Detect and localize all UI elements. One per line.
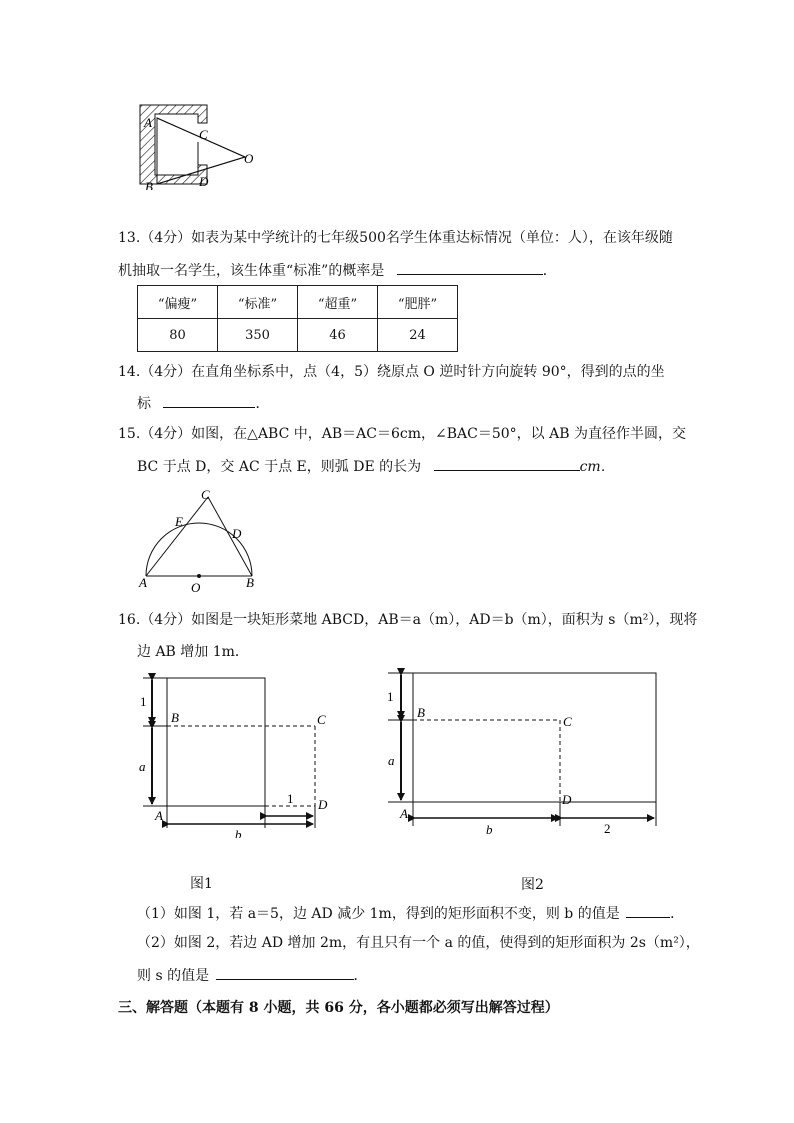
q14-line2: [137, 393, 269, 413]
label-B: B: [417, 705, 425, 720]
label-a: a: [388, 753, 395, 768]
label-D: D: [318, 797, 328, 812]
figure-2: [380, 668, 670, 838]
table-row: [138, 286, 458, 319]
section-3-heading: 三、解答题（本题有 8 小题，共 66 分，各小题都必须写出解答过程）: [118, 1000, 559, 1016]
figure-1-caption: 图1: [190, 876, 213, 892]
q16-sub3: [137, 965, 368, 985]
label-O: O: [191, 580, 201, 595]
q13-end: ．: [542, 263, 557, 279]
label-1: 1: [387, 689, 394, 704]
q13-text: 机抽取一名学生，该生体重“标准”的概率是: [118, 263, 385, 279]
label-C: C: [201, 487, 210, 502]
q16-sub1-blank[interactable]: [626, 903, 670, 918]
label-C: C: [199, 127, 208, 142]
q13-line2: [118, 260, 557, 280]
label-C: C: [317, 712, 326, 727]
label-1: 1: [140, 694, 147, 709]
figure-wedge: [130, 100, 260, 190]
header-cell: “偏瘦”: [138, 286, 218, 319]
q13-line1: 13.（4分）如表为某中学统计的七年级500名学生体重达标情况（单位：人），在该年级随: [118, 230, 673, 246]
q13-answer-blank[interactable]: [397, 260, 543, 275]
value-cell: 24: [378, 319, 458, 352]
q16-line2: 边 AB 增加 1m．: [137, 644, 249, 660]
q16-sub1-text: （1）如图 1，若 a＝5，边 AD 减少 1m，得到的矩形面积不变，则 b 的值是: [137, 906, 620, 922]
header-cell: “标准”: [218, 286, 298, 319]
header-cell: “肥胖”: [378, 286, 458, 319]
q16-sub3-text: 则 s 的值是: [137, 968, 210, 984]
label-b: b: [235, 827, 242, 838]
q16-sub3-end: ．: [353, 968, 368, 984]
q15-text: BC 于点 D，交 AC 于点 E，则弧 DE 的长为: [137, 459, 422, 475]
q15-line2: [137, 456, 615, 476]
q16-sub2: （2）如图 2，若边 AD 增加 2m，有且只有一个 a 的值，使得到的矩形面积为 2s（m²），: [137, 935, 700, 951]
label-C: C: [563, 714, 572, 729]
label-D: D: [199, 174, 209, 189]
label-D: D: [562, 792, 572, 807]
q14-end: ．: [255, 396, 270, 412]
q15-answer-blank[interactable]: [434, 456, 580, 471]
label-D: D: [232, 526, 242, 541]
q15-line1: 15.（4分）如图，在△ABC 中，AB＝AC＝6cm，∠BAC＝50°，以 AB 为直径作半圆，交: [118, 426, 686, 442]
figure-semicircle: [136, 486, 266, 596]
label-b: b: [486, 822, 493, 837]
label-a: a: [139, 759, 146, 774]
value-cell: 350: [218, 319, 298, 352]
label-B: B: [246, 575, 254, 590]
q16-sub1-end: ．: [670, 906, 685, 922]
value-cell: 46: [298, 319, 378, 352]
label-2: 2: [604, 821, 611, 836]
figure-1: [130, 668, 340, 838]
q14-text: 标: [137, 396, 151, 412]
table-row: [138, 319, 458, 352]
label-1-right: 1: [287, 791, 294, 806]
label-A: A: [144, 115, 152, 130]
q14-line1: 14.（4分）在直角坐标系中，点（4，5）绕原点 O 逆时针方向旋转 90°，得到的点的坐: [118, 364, 665, 380]
value-cell: 80: [138, 319, 218, 352]
label-A: A: [155, 808, 163, 823]
q14-answer-blank[interactable]: [163, 393, 255, 408]
label-O: O: [244, 151, 254, 166]
label-A: A: [400, 806, 408, 821]
q16-sub3-blank[interactable]: [216, 965, 354, 980]
q15-unit: cm．: [579, 459, 615, 475]
label-E: E: [175, 514, 183, 529]
weight-table: [137, 285, 458, 352]
figure-2-caption: 图2: [521, 877, 544, 893]
label-B: B: [171, 710, 179, 725]
q16-line1: 16.（4分）如图是一块矩形菜地 ABCD，AB＝a（m），AD＝b（m），面积为 s（m²），现将: [118, 612, 698, 628]
label-B: B: [145, 179, 153, 190]
header-cell: “超重”: [298, 286, 378, 319]
label-A: A: [139, 575, 147, 590]
q16-sub1: [137, 903, 684, 923]
